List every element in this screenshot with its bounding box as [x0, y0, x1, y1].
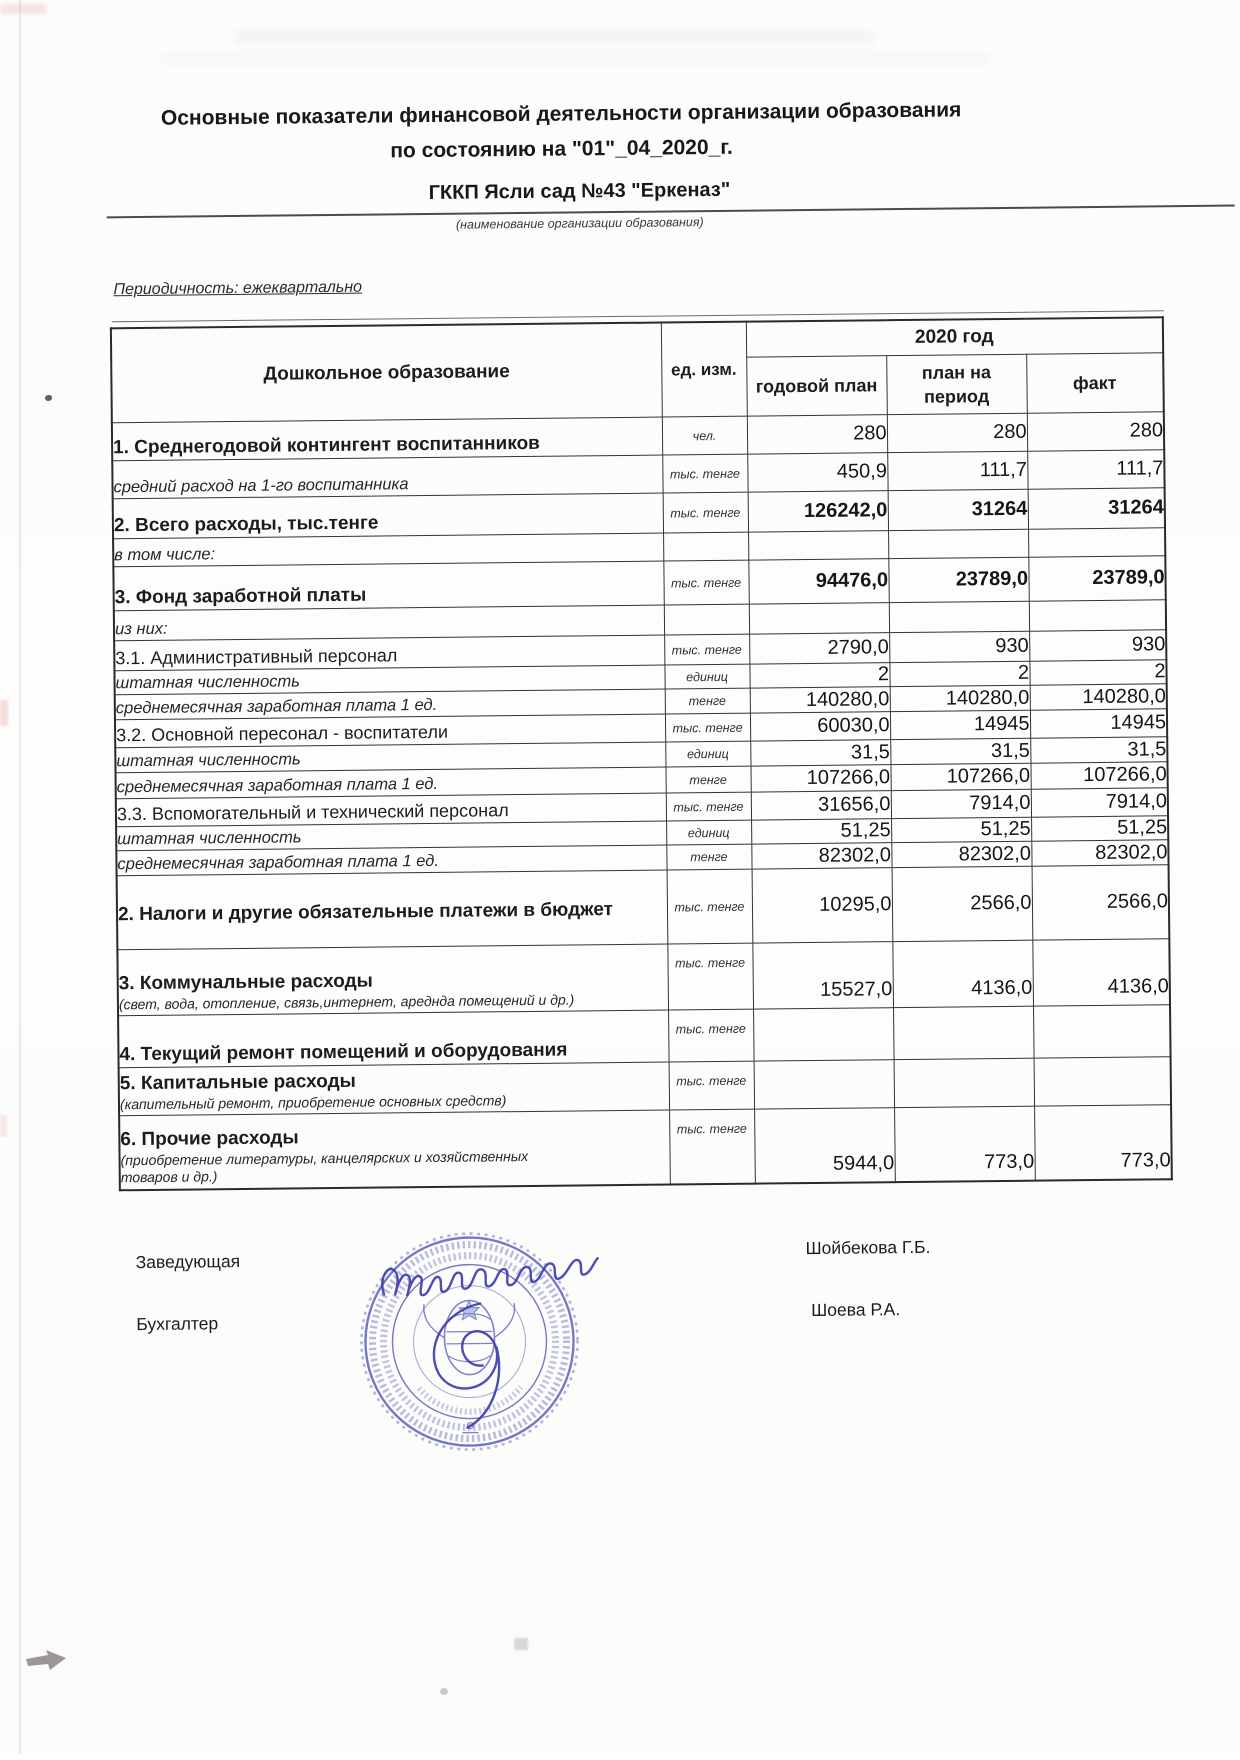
fact-cell: 773,0 [1034, 1105, 1172, 1180]
period-plan-cell: 4136,0 [892, 940, 1033, 1007]
period-plan-cell: 930 [889, 631, 1029, 662]
unit-cell: тенге [665, 766, 750, 793]
fact-cell: 4136,0 [1032, 939, 1170, 1006]
row-title: 3.2. Основной пересонал - воспитатели [116, 721, 449, 746]
table-row [117, 939, 1170, 1016]
row-title: 4. Текущий ремонт помещений и оборудования [119, 1039, 568, 1066]
period-plan-cell [894, 1058, 1034, 1107]
row-title: 3. Фонд заработной платы [114, 584, 367, 609]
fact-cell: 930 [1029, 630, 1166, 661]
row-title: 3.1. Административный персонал [115, 645, 398, 669]
period-plan-cell: 23789,0 [888, 557, 1028, 602]
row-label-cell [117, 944, 668, 1016]
row-title: 1. Среднегодовой контингент воспитанников [113, 432, 540, 459]
period-plan-cell: 31264 [888, 489, 1028, 530]
annual-plan-cell: 2 [749, 663, 889, 688]
fact-cell [1029, 600, 1166, 631]
document-title [108, 92, 1014, 171]
row-title: 5. Капитальные расходы [119, 1070, 356, 1094]
unit-cell: тыс. тенге [667, 943, 753, 1010]
row-title: 2. Налоги и другие обязательные платежи в бюджет [117, 898, 614, 925]
annual-plan-cell: 2790,0 [749, 633, 889, 664]
annual-plan-cell [754, 1060, 894, 1109]
scan-artifact [440, 1688, 448, 1695]
period-plan-cell [888, 529, 1028, 558]
annual-plan-cell: 31,5 [750, 740, 890, 766]
period-plan-cell: 107266,0 [890, 763, 1030, 790]
period-plan-cell: 111,7 [887, 451, 1027, 490]
title-line-2: по состоянию на "01"_04_2020_г. [390, 135, 733, 163]
unit-cell [663, 532, 748, 561]
column-header-fact: факт [1026, 353, 1164, 413]
row-title: 6. Прочие расходы [120, 1126, 299, 1150]
row-label-cell [112, 417, 662, 461]
fact-cell: 140280,0 [1030, 684, 1167, 710]
column-header-period-plan: план на период [886, 354, 1027, 414]
unit-cell: тыс. тенге [663, 560, 748, 605]
unit-cell: тыс. тенге [666, 792, 751, 821]
row-label-cell [119, 1062, 669, 1116]
period-plan-cell: 14945 [890, 710, 1030, 739]
unit-cell: единиц [664, 664, 749, 689]
annual-plan-cell: 15527,0 [752, 942, 893, 1009]
table-row [117, 865, 1170, 950]
fact-cell: 7914,0 [1031, 788, 1168, 817]
unit-cell: тыс. тенге [664, 634, 749, 665]
annual-plan-cell [749, 603, 889, 634]
fact-cell: 280 [1027, 412, 1164, 451]
fact-cell: 31264 [1028, 488, 1165, 529]
signature-name-director: Шойбекова Г.Б. [805, 1236, 931, 1259]
fact-cell [1028, 528, 1165, 557]
unit-cell: чел. [662, 416, 747, 455]
row-title: из них: [114, 619, 168, 639]
scan-artifact [0, 1115, 7, 1137]
period-plan-cell: 2 [889, 661, 1029, 686]
fact-cell: 23789,0 [1028, 556, 1165, 601]
row-note: (капительный ремонт, приобретение основных средств) [119, 1091, 507, 1112]
unit-cell: тенге [666, 844, 751, 870]
annual-plan-cell: 31656,0 [751, 791, 891, 820]
annual-plan-cell [748, 531, 888, 560]
unit-cell: тыс. тенге [668, 1009, 754, 1062]
signature-name-accountant: Шоева Р.А. [811, 1299, 901, 1321]
period-plan-cell: 82302,0 [891, 841, 1031, 867]
scan-artifact-crease [19, 0, 21, 1754]
signature-role-director: Заведующая [135, 1251, 241, 1273]
row-label-cell [113, 493, 663, 539]
unit-cell: тыс. тенге [667, 869, 753, 944]
annual-plan-cell: 450,9 [747, 453, 887, 492]
row-label-cell [117, 870, 668, 950]
row-title: в том числе: [114, 545, 216, 565]
unit-cell: тенге [665, 688, 750, 714]
fact-cell: 31,5 [1030, 737, 1167, 763]
unit-cell [664, 604, 749, 635]
annual-plan-cell [753, 1008, 894, 1061]
finance-table-wrap [110, 316, 1171, 1190]
table-body [112, 412, 1172, 1190]
fact-cell [1034, 1057, 1172, 1106]
unit-cell: тыс. тенге [669, 1109, 755, 1184]
period-plan-cell [893, 1006, 1034, 1059]
annual-plan-cell: 94476,0 [748, 559, 888, 604]
annual-plan-cell: 82302,0 [751, 843, 891, 869]
period-plan-cell [889, 601, 1029, 632]
row-title: штатная численность [116, 750, 301, 771]
organization-caption: (наименование организации образования) [455, 215, 704, 232]
scan-artifact [0, 4, 46, 14]
row-note: (свет, вода, отопление, связь,интернет, ареднда помещений и др.) [118, 990, 575, 1012]
fact-cell: 82302,0 [1031, 840, 1168, 866]
annual-plan-cell: 10295,0 [752, 868, 893, 943]
annual-plan-cell: 140280,0 [750, 687, 890, 713]
column-header-annual-plan: годовой план [746, 356, 887, 416]
scan-artifact [514, 1638, 528, 1650]
row-title: штатная численность [115, 672, 300, 693]
fact-cell: 107266,0 [1030, 762, 1167, 789]
periodicity-label: Периодичность: ежеквартально [113, 278, 363, 299]
row-title: средний расход на 1-го воспитанника [113, 475, 409, 497]
row-label-cell [113, 561, 663, 611]
scan-artifact [0, 700, 8, 726]
column-header-unit: ед. изм. [661, 322, 747, 417]
annual-plan-cell: 60030,0 [750, 712, 890, 741]
row-title: среднемесячная заработная плата 1 ед. [115, 695, 438, 718]
row-label-cell [119, 1110, 670, 1190]
fact-cell: 111,7 [1027, 450, 1164, 489]
row-label-cell [112, 455, 662, 499]
period-plan-cell: 140280,0 [890, 685, 1030, 711]
scan-artifact-ghost-text [160, 52, 990, 65]
annual-plan-cell: 280 [747, 415, 887, 454]
fact-cell [1033, 1005, 1171, 1058]
row-label-cell [118, 1010, 669, 1068]
period-plan-cell: 31,5 [890, 738, 1030, 764]
annual-plan-cell: 5944,0 [754, 1108, 895, 1183]
period-plan-cell: 51,25 [891, 817, 1031, 842]
unit-cell: тыс. тенге [662, 454, 747, 493]
column-header-name: Дошкольное образование [111, 323, 662, 423]
row-title: среднемесячная заработная плата 1 ед. [117, 851, 439, 874]
annual-plan-cell: 107266,0 [750, 765, 890, 792]
column-header-year: 2020 год [746, 317, 1163, 357]
row-title: среднемесячная заработная плата 1 ед. [116, 774, 439, 797]
row-title: 3. Коммунальные расходы [118, 970, 373, 994]
annual-plan-cell: 126242,0 [748, 491, 888, 532]
fact-cell: 14945 [1030, 709, 1167, 738]
table-row [119, 1105, 1172, 1190]
period-plan-cell: 280 [887, 413, 1027, 452]
fact-cell: 2 [1029, 660, 1166, 685]
unit-cell: тыс. тенге [665, 713, 750, 742]
organization-name: ГККП Ясли сад №43 "Еркеназ" [428, 178, 731, 204]
annual-plan-cell: 51,25 [751, 819, 891, 844]
unit-cell: единиц [666, 820, 751, 845]
fact-cell: 2566,0 [1032, 865, 1170, 940]
period-plan-cell: 2566,0 [892, 866, 1033, 941]
unit-cell: тыс. тенге [663, 492, 748, 533]
scan-artifact-dot [45, 395, 52, 401]
title-line-1: Основные показатели финансовой деятельности организации образования [160, 98, 962, 130]
row-note: (приобретение литературы, канцелярских и хозяйственных товаров и др.) [120, 1147, 529, 1186]
scan-artifact-ghost-text [235, 30, 875, 45]
unit-cell: тыс. тенге [669, 1061, 754, 1110]
row-title: штатная численность [117, 828, 302, 849]
signature-role-accountant: Бухгалтер [136, 1313, 219, 1335]
finance-table [110, 316, 1173, 1190]
unit-cell: единиц [665, 741, 750, 767]
period-plan-cell: 773,0 [894, 1106, 1035, 1181]
period-plan-cell: 7914,0 [891, 789, 1031, 818]
row-title: 2. Всего расходы, тыс.тенге [113, 512, 379, 537]
fact-cell: 51,25 [1031, 816, 1168, 841]
row-title: 3.3. Вспомогательный и технический персонал [116, 800, 509, 825]
official-stamp [337, 1218, 612, 1473]
